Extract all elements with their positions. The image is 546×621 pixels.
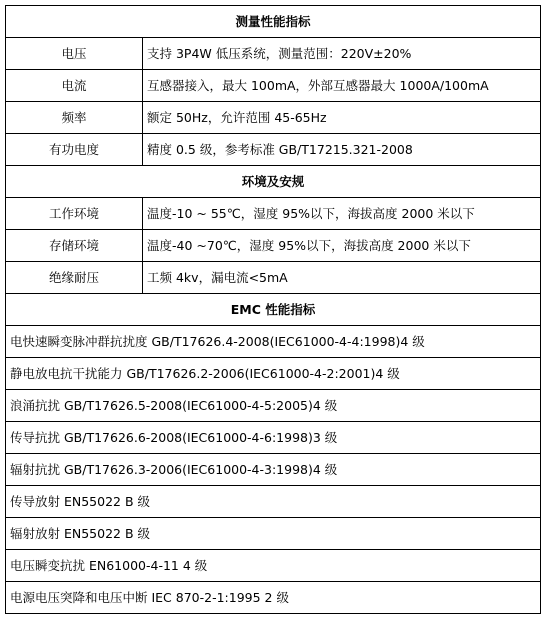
emc-item: 静电放电抗干扰能力 GB/T17626.2-2006(IEC61000-4-2:2001)4 级 [6,358,541,390]
emc-row [6,454,541,486]
section-title-environment: 环境及安规 [6,166,541,198]
spec-row-working-env [6,198,541,230]
emc-item: 辐射放射 EN55022 B 级 [6,518,541,550]
spec-value: 温度-40 ~70℃，湿度 95%以下，海拔高度 2000 米以下 [143,230,541,262]
emc-item: 浪涌抗扰 GB/T17626.5-2008(IEC61000-4-5:2005)4 级 [6,390,541,422]
spec-row-current [6,70,541,102]
emc-row [6,390,541,422]
spec-label: 电压 [6,38,143,70]
spec-row-voltage [6,38,541,70]
spec-value: 互感器接入，最大 100mA，外部互感器最大 1000A/100mA [143,70,541,102]
spec-label: 存储环境 [6,230,143,262]
emc-item: 传导抗扰 GB/T17626.6-2008(IEC61000-4-6:1998)3 级 [6,422,541,454]
section-header-measurement [6,6,541,38]
emc-row [6,422,541,454]
emc-row [6,486,541,518]
emc-item: 电源电压突降和电压中断 IEC 870-2-1:1995 2 级 [6,582,541,614]
section-title-measurement: 测量性能指标 [6,6,541,38]
section-header-environment [6,166,541,198]
emc-item: 电快速瞬变脉冲群抗扰度 GB/T17626.4-2008(IEC61000-4-4:1998)4 级 [6,326,541,358]
emc-row [6,550,541,582]
emc-row [6,518,541,550]
spec-row-frequency [6,102,541,134]
emc-row [6,358,541,390]
spec-label: 电流 [6,70,143,102]
emc-row [6,582,541,614]
spec-value: 支持 3P4W 低压系统，测量范围：220V±20% [143,38,541,70]
section-title-emc: EMC 性能指标 [6,294,541,326]
section-header-emc [6,294,541,326]
spec-row-active-energy [6,134,541,166]
spec-label: 工作环境 [6,198,143,230]
spec-row-insulation [6,262,541,294]
emc-item: 辐射抗扰 GB/T17626.3-2006(IEC61000-4-3:1998)4 级 [6,454,541,486]
spec-table [5,5,541,614]
emc-row [6,326,541,358]
emc-item: 传导放射 EN55022 B 级 [6,486,541,518]
spec-value: 额定 50Hz，允许范围 45-65Hz [143,102,541,134]
spec-value: 温度-10 ~ 55℃，湿度 95%以下，海拔高度 2000 米以下 [143,198,541,230]
emc-item: 电压瞬变抗扰 EN61000-4-11 4 级 [6,550,541,582]
spec-value: 精度 0.5 级，参考标准 GB/T17215.321-2008 [143,134,541,166]
spec-label: 有功电度 [6,134,143,166]
spec-label: 频率 [6,102,143,134]
spec-label: 绝缘耐压 [6,262,143,294]
spec-row-storage-env [6,230,541,262]
spec-value: 工频 4kv，漏电流<5mA [143,262,541,294]
